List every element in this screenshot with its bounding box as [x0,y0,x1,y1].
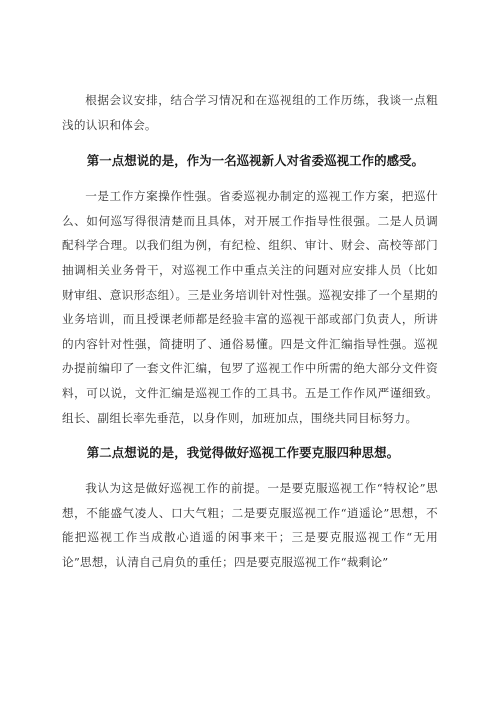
section-paragraph-1: 一是工作方案操作性强。省委巡视办制定的巡视工作方案，把巡什么、如何巡写得很清楚而且具体，对开展工作指导性很强。二是人员调配科学合理。以我们组为例，有纪检、组织、审计、财会、高校等部门抽调相关业务骨干，对巡视工作中重点关注的问题对应安排人员（比如财审组、意识形态组）。三是业务培训针对性强。巡视安排了一个星期的业务培训，而且授课老师都是经验丰富的巡视干部或部门负责人，所讲的内容针对性强，简捷明了、通俗易懂。四是文件汇编指导性强。巡视办提前编印了一套文件汇编，包罗了巡视工作中所需的绝大部分文件资料，可以说，文件汇编是巡视工作的工具书。五是工作作风严谨细致。组长、副组长率先垂范，以身作则，加班加点，围绕共同目标努力。 [62,189,438,425]
section-heading-2: 第二点想说的是，我觉得做好巡视工作要克服四种思想。 [86,445,400,461]
section-heading-1: 第一点想说的是，作为一名巡视新人对省委巡视工作的感受。 [86,153,425,169]
section-paragraph-2: 我认为这是做好巡视工作的前提。一是要克服巡视工作“特权论”思想，不能盛气凌人、口大气粗；二是要克服巡视工作“逍遥论”思想，不能把巡视工作当成散心逍遥的闲事来干；三是要克服巡视工作“无用论”思想，认清自己肩负的重任；四是要克服巡视工作“裁剩论” [62,481,438,569]
document-body [62,88,438,575]
intro-paragraph: 根据会议安排，结合学习情况和在巡视组的工作历练，我谈一点粗浅的认识和体会。 [62,93,438,132]
